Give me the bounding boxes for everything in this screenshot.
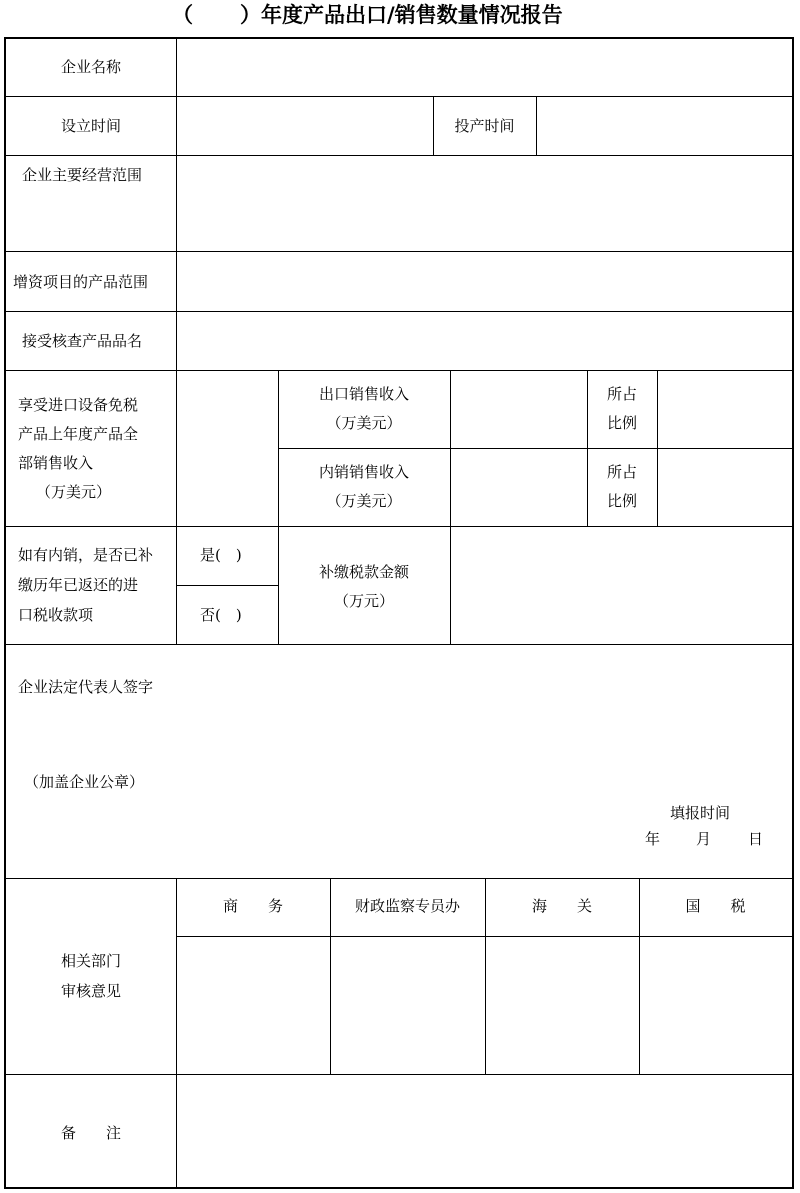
domestic-income-field[interactable] (451, 449, 587, 526)
domestic-ratio-label-line: 所占 (606, 463, 637, 481)
row-divider (6, 878, 792, 879)
domestic-ratio-field[interactable] (658, 449, 792, 526)
established-date-label: 设立时间 (60, 117, 121, 135)
commerce-opinion-field[interactable] (177, 937, 330, 1074)
signature-area[interactable] (6, 645, 792, 878)
duty-free-income-label-line: （万美元） (36, 483, 112, 501)
department-commerce-header: 商 务 (222, 897, 283, 915)
fill-date-label: 填报时间 (670, 804, 731, 822)
company-name-field[interactable] (177, 39, 792, 96)
export-ratio-label-line: 所占 (606, 385, 637, 403)
inspected-product-label: 接受核查产品品名 (22, 332, 143, 350)
export-income-label-line: 出口销售收入 (318, 385, 409, 403)
finance-opinion-field[interactable] (331, 937, 485, 1074)
duty-free-income-label-line: 产品上年度产品全 (18, 425, 139, 443)
export-income-field[interactable] (451, 371, 587, 448)
domestic-income-label-line: 内销销售收入 (318, 463, 409, 481)
domestic-question-label-line: 如有内销，是否已补 (18, 546, 154, 564)
export-income-label-line: （万美元） (326, 414, 402, 432)
product-scope-label: 增资项目的产品范围 (13, 273, 149, 291)
no-option[interactable]: 否( ) (200, 606, 242, 624)
remarks-field[interactable] (177, 1075, 792, 1187)
tax-opinion-field[interactable] (640, 937, 792, 1074)
domestic-ratio-label-line: 比例 (606, 492, 637, 510)
supplementary-tax-field[interactable] (451, 527, 792, 644)
domestic-income-label-line: （万美元） (326, 492, 402, 510)
date-year-label: 年 (645, 830, 661, 848)
export-ratio-field[interactable] (658, 371, 792, 448)
title-year-open-paren: （ (172, 3, 193, 27)
form-title (0, 0, 800, 34)
company-seal-label: （加盖企业公章） (24, 773, 145, 791)
production-date-field[interactable] (537, 97, 792, 155)
department-finance-header: 财政监察专员办 (354, 897, 460, 915)
supplementary-tax-label-line: 补缴税款金额 (318, 563, 409, 581)
export-ratio-label-line: 比例 (606, 414, 637, 432)
business-scope-label: 企业主要经营范围 (22, 166, 143, 184)
date-day-label: 日 (748, 830, 764, 848)
row-divider (176, 585, 279, 586)
department-tax-header: 国 税 (685, 897, 746, 915)
review-label-line: 审核意见 (60, 982, 121, 1000)
product-scope-field[interactable] (177, 252, 792, 311)
legal-rep-signature-label: 企业法定代表人签字 (18, 678, 154, 696)
title-text: ）年度产品出口/销售数量情况报告 (240, 3, 563, 27)
duty-free-income-label-line: 享受进口设备免税 (18, 396, 139, 414)
department-customs-header: 海 关 (531, 897, 592, 915)
business-scope-field[interactable] (177, 156, 792, 251)
remarks-label: 备 注 (60, 1124, 121, 1142)
supplementary-tax-label-line: （万元） (333, 592, 394, 610)
domestic-question-label-line: 口税收款项 (18, 606, 94, 624)
established-date-field[interactable] (177, 97, 433, 155)
report-form (4, 37, 794, 1189)
total-sales-income-field[interactable] (177, 371, 278, 526)
inspected-product-field[interactable] (177, 312, 792, 370)
date-month-label: 月 (696, 830, 712, 848)
review-label-line: 相关部门 (60, 952, 121, 970)
production-date-label: 投产时间 (454, 117, 515, 135)
customs-opinion-field[interactable] (486, 937, 639, 1074)
yes-option[interactable]: 是( ) (200, 546, 242, 564)
duty-free-income-label-line: 部销售收入 (18, 454, 94, 472)
company-name-label: 企业名称 (60, 58, 121, 76)
domestic-question-label-line: 缴历年已返还的进 (18, 576, 139, 594)
